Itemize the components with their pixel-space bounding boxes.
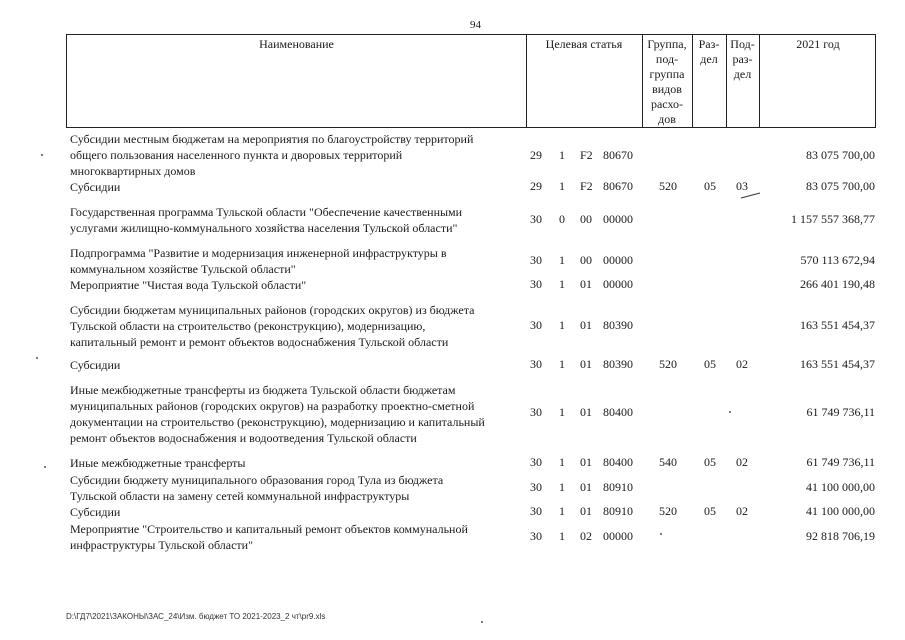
row-section: 05: [704, 179, 716, 193]
row-code-program: 29: [530, 148, 542, 162]
row-code-subprogram: 1: [559, 148, 565, 162]
header-name: Наименование: [259, 37, 334, 51]
row-name: Субсидии: [70, 358, 121, 372]
row-code-program: 30: [530, 253, 542, 267]
row-code-subprogram: 1: [559, 357, 565, 371]
row-subsection: 03: [736, 179, 748, 193]
row-code-program: 30: [530, 212, 542, 226]
header-section: Раз- дел: [698, 37, 720, 66]
row-amount: 163 551 454,37: [800, 318, 875, 332]
row-amount: 570 113 672,94: [800, 253, 875, 267]
row-code-program: 30: [530, 504, 542, 518]
row-code-program: 30: [530, 405, 542, 419]
row-expense-group: 520: [659, 357, 677, 371]
row-code-event: 01: [580, 504, 592, 518]
scan-speck: [44, 466, 46, 468]
row-name: Субсидии бюджетам муниципальных районов (городских округов) из бюджета Тульской области на строительство (реконструкцию), модернизацию, капитальный ремонт и ремонт объектов водоснабжения Тульской области: [70, 303, 475, 349]
row-code-event: 00: [580, 212, 592, 226]
row-code-direction: 80400: [603, 455, 633, 469]
row-code-event: 01: [580, 480, 592, 494]
row-name: Мероприятие "Строительство и капитальный ремонт объектов коммунальной инфраструктуры Тульской области": [70, 522, 468, 552]
row-name: Мероприятие "Чистая вода Тульской области": [70, 278, 307, 292]
scan-speck: [41, 154, 43, 156]
row-code-event: 01: [580, 277, 592, 291]
row-code-program: 30: [530, 529, 542, 543]
row-code-direction: 80670: [603, 179, 633, 193]
row-code-event: 01: [580, 405, 592, 419]
row-code-event: 00: [580, 253, 592, 267]
row-amount: 163 551 454,37: [800, 357, 875, 371]
row-code-subprogram: 1: [559, 480, 565, 494]
row-code-subprogram: 1: [559, 318, 565, 332]
row-code-direction: 00000: [603, 277, 633, 291]
row-section: 05: [704, 357, 716, 371]
row-code-program: 30: [530, 318, 542, 332]
row-amount: 83 075 700,00: [806, 179, 875, 193]
pen-stroke: [740, 192, 762, 200]
header-expense-group: Группа, под- группа видов расхо- дов: [647, 37, 687, 126]
row-name: Субсидии: [70, 180, 121, 194]
row-code-direction: 80390: [603, 357, 633, 371]
scan-speck: [481, 621, 483, 623]
scan-speck: [36, 357, 38, 359]
row-code-program: 30: [530, 480, 542, 494]
row-subsection: 02: [736, 357, 748, 371]
row-expense-group: 520: [659, 179, 677, 193]
row-code-subprogram: 1: [559, 179, 565, 193]
row-subsection: 02: [736, 455, 748, 469]
row-amount: 92 818 706,19: [806, 529, 875, 543]
row-code-event: 02: [580, 529, 592, 543]
row-amount: 1 157 557 368,77: [791, 212, 875, 226]
row-name: Субсидии бюджету муниципального образования город Тула из бюджета Тульской области на замену сетей коммунальной инфраструктуры: [70, 473, 444, 503]
row-code-direction: 00000: [603, 253, 633, 267]
header-year: 2021 год: [796, 37, 840, 51]
row-code-direction: 80910: [603, 504, 633, 518]
row-name: Подпрограмма "Развитие и модернизация инженерной инфраструктуры в коммунальном хозяйстве Тульской области": [70, 246, 447, 276]
row-code-subprogram: 1: [559, 277, 565, 291]
header-subsection: Под- раз- дел: [730, 37, 755, 81]
row-code-event: 01: [580, 357, 592, 371]
row-name: Иные межбюджетные трансферты: [70, 456, 246, 470]
row-section: 05: [704, 455, 716, 469]
row-amount: 41 100 000,00: [806, 480, 875, 494]
footer-file-path: D:\ГД7\2021\ЗАКОНЫ\ЗАС_24\Изм. бюджет ТО 2021-2023_2 чт\pr9.xls: [66, 612, 326, 621]
row-code-direction: 80390: [603, 318, 633, 332]
row-code-direction: 80910: [603, 480, 633, 494]
row-code-direction: 00000: [603, 212, 633, 226]
row-amount: 83 075 700,00: [806, 148, 875, 162]
row-code-program: 30: [530, 277, 542, 291]
row-name: Иные межбюджетные трансферты из бюджета Тульской области бюджетам муниципальных районов (городских округов) на разработку проектно-сметной документации на строительство (реконструкцию), модернизацию и капитальный ремонт объектов водоснабжения и водоотведения Тульской области: [70, 383, 485, 445]
row-amount: 61 749 736,11: [806, 405, 875, 419]
row-code-subprogram: 1: [559, 253, 565, 267]
row-code-subprogram: 1: [559, 405, 565, 419]
row-amount: 41 100 000,00: [806, 504, 875, 518]
row-code-subprogram: 1: [559, 529, 565, 543]
row-code-direction: 80670: [603, 148, 633, 162]
table-header: [66, 34, 876, 128]
page-number: 94: [470, 19, 481, 31]
row-name: Государственная программа Тульской области "Обеспечение качественными услугами жилищно-коммунального хозяйства населения Тульской области": [70, 205, 463, 235]
row-code-event: F2: [580, 179, 593, 193]
row-name: Субсидии: [70, 505, 121, 519]
row-subsection: 02: [736, 504, 748, 518]
row-section: 05: [704, 504, 716, 518]
row-code-program: 29: [530, 179, 542, 193]
row-code-subprogram: 1: [559, 504, 565, 518]
row-code-program: 30: [530, 455, 542, 469]
scan-speck: [729, 411, 731, 413]
header-target-article: Целевая статья: [545, 37, 623, 51]
row-name: Субсидии местным бюджетам на мероприятия по благоустройству территорий общего пользования населенного пункта и дворовых территорий многоквартирных домов: [70, 132, 474, 178]
scan-speck: [660, 533, 662, 535]
row-code-subprogram: 0: [559, 212, 565, 226]
row-code-subprogram: 1: [559, 455, 565, 469]
row-expense-group: 540: [659, 455, 677, 469]
row-amount: 266 401 190,48: [800, 277, 875, 291]
row-code-event: 01: [580, 455, 592, 469]
row-code-direction: 00000: [603, 529, 633, 543]
row-code-program: 30: [530, 357, 542, 371]
row-code-event: 01: [580, 318, 592, 332]
row-expense-group: 520: [659, 504, 677, 518]
row-code-direction: 80400: [603, 405, 633, 419]
row-amount: 61 749 736,11: [806, 455, 875, 469]
row-code-event: F2: [580, 148, 593, 162]
